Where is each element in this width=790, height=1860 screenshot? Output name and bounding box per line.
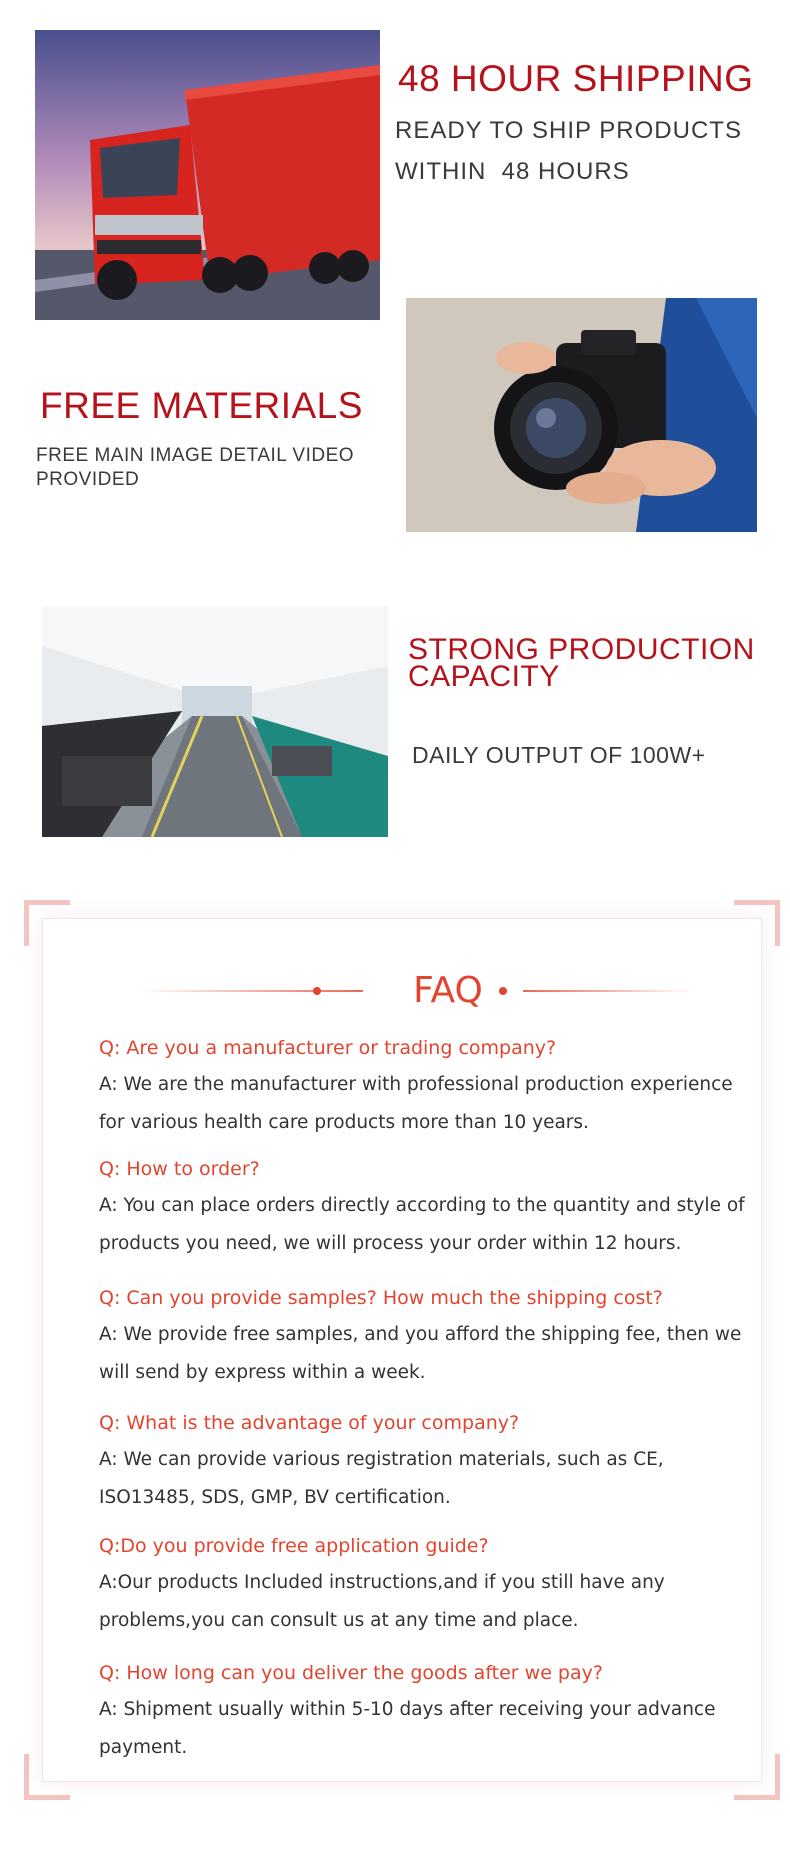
faq-answer: A: We provide free samples, and you afford the shipping fee, then we will send by express within a week. — [99, 1324, 742, 1383]
faq-item — [99, 1659, 749, 1767]
production-title-line-2: CAPACITY — [408, 660, 560, 693]
faq-question: Q: Are you a manufacturer or trading company? — [99, 1037, 557, 1059]
faq-heading: FAQ — [413, 970, 483, 1011]
faq-question: Q: What is the advantage of your company? — [99, 1412, 520, 1434]
faq-question: Q: Can you provide samples? How much the shipping cost? — [99, 1287, 663, 1309]
shipping-title: 48 HOUR SHIPPING — [398, 58, 754, 99]
factory-photo — [42, 606, 388, 837]
faq-answer: A: You can place orders directly according to the quantity and style of products you need, we will process your order within 12 hours. — [99, 1195, 745, 1254]
faq-answer: A: We are the manufacturer with professional production experience for various health care products more than 10 years. — [99, 1074, 733, 1133]
materials-line-1: FREE MAIN IMAGE DETAIL VIDEO — [36, 445, 355, 466]
faq-item — [99, 1284, 749, 1392]
faq-question: Q:Do you provide free application guide? — [99, 1535, 489, 1557]
production-line-1: DAILY OUTPUT OF 100W+ — [412, 742, 706, 768]
shipping-line-2: WITHIN 48 HOURS — [395, 158, 630, 185]
divider-line — [138, 990, 363, 992]
faq-question: Q: How long can you deliver the goods after we pay? — [99, 1662, 603, 1684]
faq-item — [99, 1409, 749, 1517]
faq-panel — [42, 918, 762, 1782]
faq-answer: A: Shipment usually within 5-10 days after receiving your advance payment. — [99, 1699, 716, 1758]
materials-title: FREE MATERIALS — [40, 385, 363, 426]
divider-dot — [499, 987, 507, 995]
faq-heading-row — [43, 969, 761, 1013]
camera-photo — [406, 298, 757, 532]
divider-dot — [313, 987, 321, 995]
faq-item — [99, 1155, 749, 1263]
divider-line — [523, 990, 693, 992]
faq-item — [99, 1532, 749, 1640]
faq-question: Q: How to order? — [99, 1158, 260, 1180]
faq-section — [24, 900, 780, 1800]
faq-answer: A:Our products Included instructions,and if you still have any problems,you can consult us at any time and place. — [99, 1572, 665, 1631]
materials-line-2: PROVIDED — [36, 469, 140, 490]
truck-photo — [35, 30, 380, 320]
faq-answer: A: We can provide various registration materials, such as CE, ISO13485, SDS, GMP, BV certification. — [99, 1449, 664, 1508]
faq-item — [99, 1034, 749, 1142]
production-title-line-1: STRONG PRODUCTION — [408, 633, 755, 666]
shipping-line-1: READY TO SHIP PRODUCTS — [395, 117, 742, 144]
